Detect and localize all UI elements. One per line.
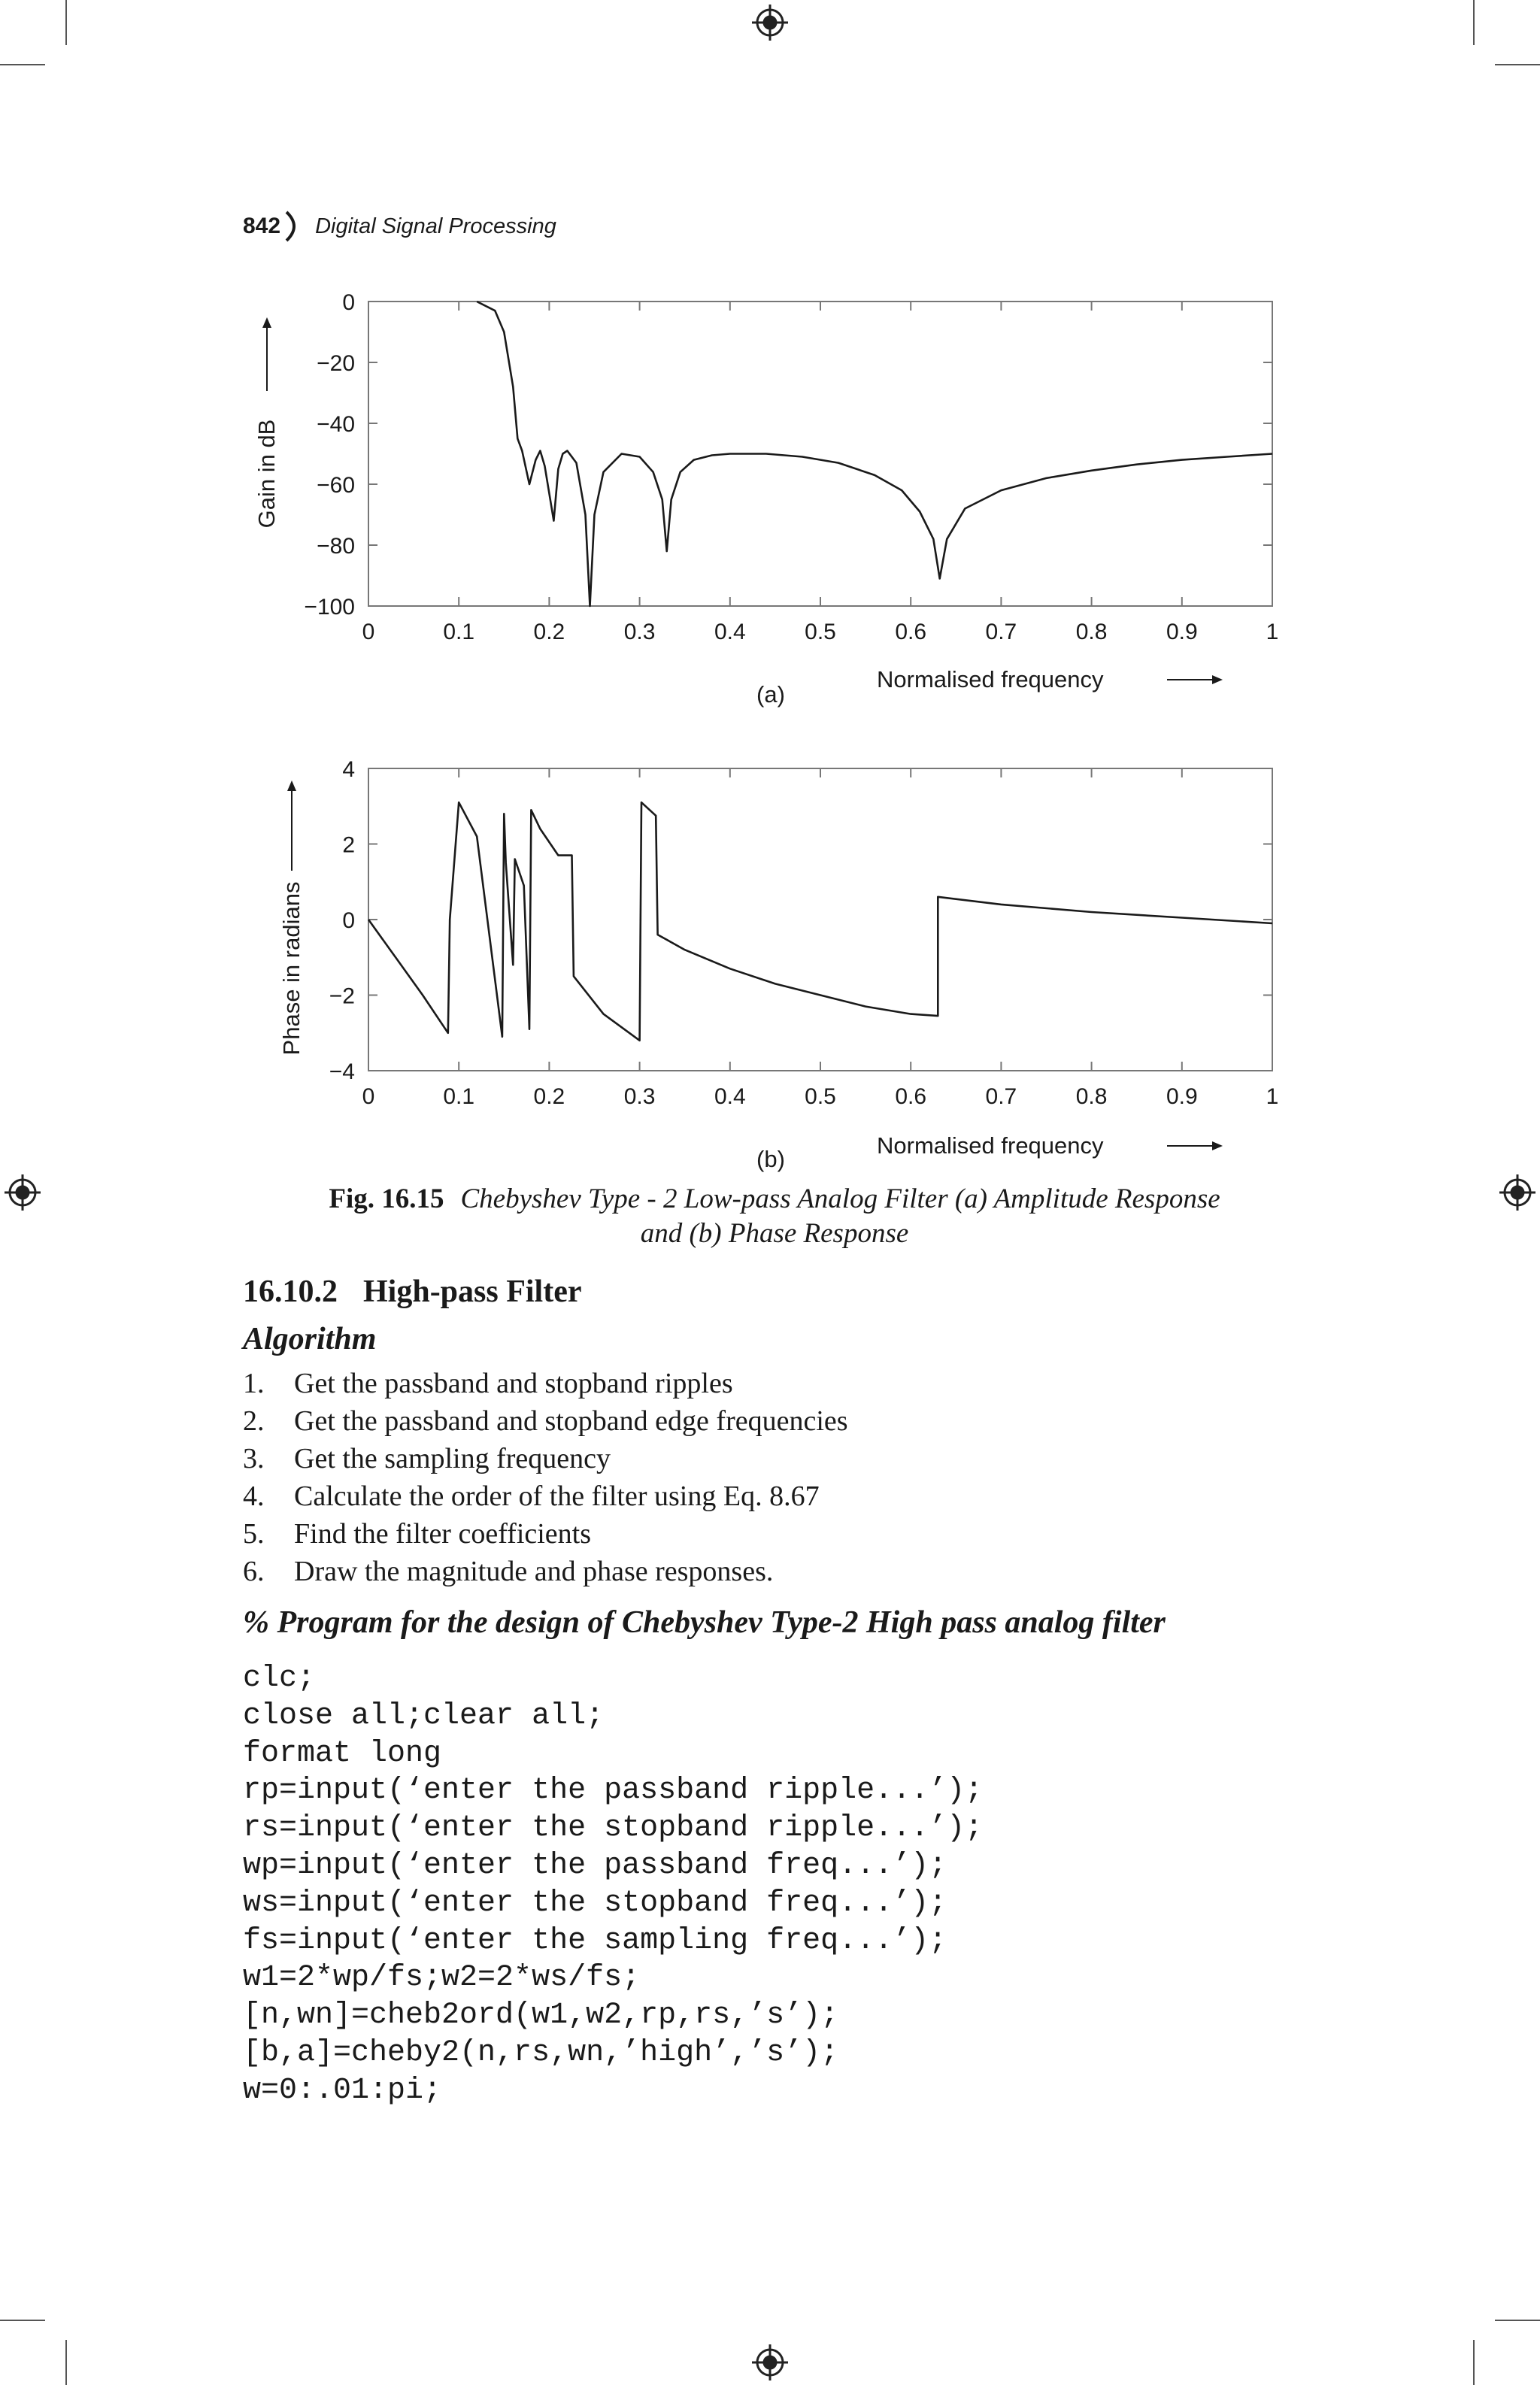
x-tick-label: 0.4	[714, 620, 746, 644]
code-line: ws=input(‘enter the stopband freq...’);	[243, 1886, 947, 1920]
code-line: close all;clear all;	[243, 1699, 605, 1733]
step-text: Draw the magnitude and phase responses.	[294, 1556, 774, 1587]
x-tick-label: 1	[1266, 1084, 1279, 1109]
y-axis-label: Phase in radians	[278, 881, 305, 1056]
x-tick-label: 0.3	[623, 1084, 656, 1109]
y-tick-label: 0	[342, 908, 355, 933]
step-number: 3.	[243, 1443, 265, 1474]
x-tick-label: 0.1	[443, 620, 475, 644]
step-number: 5.	[243, 1518, 265, 1550]
x-tick-label: 0.3	[623, 620, 656, 644]
x-tick-label: 0.2	[533, 620, 565, 644]
y-tick-label: −80	[317, 534, 355, 559]
code-line: rp=input(‘enter the passband ripple...’);	[243, 1774, 984, 1808]
y-tick-label: 2	[342, 832, 355, 858]
step-text: Get the passband and stopband ripples	[294, 1368, 733, 1399]
y-tick-label: −20	[317, 351, 355, 376]
step-text: Find the filter coefficients	[294, 1518, 592, 1550]
list-item	[243, 1553, 848, 1590]
x-tick-label: 0.6	[895, 1084, 927, 1109]
panel-label: (b)	[756, 1146, 785, 1172]
x-tick-label: 0.4	[714, 1084, 746, 1109]
section-number: 16.10.2	[243, 1274, 338, 1309]
code-line: [n,wn]=cheb2ord(w1,w2,rp,rs,’s’);	[243, 1999, 839, 2033]
x-axis-label: Normalised frequency	[877, 1132, 1104, 1159]
x-axis-label: Normalised frequency	[877, 666, 1104, 692]
panel-label: (a)	[756, 681, 785, 708]
section-title: High-pass Filter	[363, 1274, 582, 1309]
section-heading	[243, 1274, 582, 1310]
x-tick-label: 0.7	[985, 620, 1017, 644]
y-tick-label: −40	[317, 412, 355, 437]
y-tick-label: −100	[304, 595, 355, 620]
list-item	[243, 1365, 848, 1402]
x-tick-label: 0	[362, 620, 375, 644]
y-tick-label: −2	[329, 983, 355, 1009]
code-line: rs=input(‘enter the stopband ripple...’);	[243, 1811, 984, 1846]
x-tick-label: 0.5	[805, 1084, 836, 1109]
y-tick-label: 0	[342, 290, 355, 315]
code-line: [b,a]=cheby2(n,rs,wn,’high’,’s’);	[243, 2035, 839, 2070]
x-tick-label: 0.6	[895, 620, 927, 644]
x-tick-label: 0.8	[1075, 1084, 1108, 1109]
y-tick-label: 4	[342, 757, 355, 782]
code-line: format long	[243, 1736, 442, 1771]
list-item	[243, 1440, 848, 1477]
y-axis-arrowhead-icon	[287, 780, 296, 791]
figure-caption	[256, 1182, 1293, 1251]
code-line: fs=input(‘enter the sampling freq...’);	[243, 1923, 947, 1958]
x-axis-arrowhead-icon	[1212, 1141, 1223, 1150]
code-listing	[243, 1660, 983, 2110]
list-item	[243, 1402, 848, 1440]
step-text: Get the sampling frequency	[294, 1443, 611, 1474]
x-tick-label: 1	[1266, 620, 1279, 644]
series-line	[368, 802, 1272, 1041]
x-tick-label: 0	[362, 1084, 375, 1109]
x-tick-label: 0.2	[533, 1084, 565, 1109]
x-tick-label: 0.7	[985, 1084, 1017, 1109]
step-number: 1.	[243, 1368, 265, 1399]
y-tick-label: −60	[317, 473, 355, 498]
caption-line-2: and (b) Phase Response	[640, 1218, 909, 1249]
y-tick-label: −4	[329, 1059, 355, 1084]
page-number: 842	[243, 214, 281, 238]
code-line: w=0:.01:pi;	[243, 2073, 442, 2108]
x-tick-label: 0.1	[443, 1084, 475, 1109]
step-text: Get the passband and stopband edge frequencies	[294, 1405, 848, 1437]
list-item	[243, 1477, 848, 1515]
x-tick-label: 0.8	[1075, 620, 1108, 644]
algorithm-heading: Algorithm	[243, 1322, 377, 1356]
program-heading: % Program for the design of Chebyshev Type-2 High pass analog filter	[243, 1605, 1166, 1640]
caption-line-1: Chebyshev Type - 2 Low-pass Analog Filter (a) Amplitude Response	[460, 1183, 1220, 1214]
code-line: wp=input(‘enter the passband freq...’);	[243, 1848, 947, 1883]
algorithm-steps	[243, 1365, 848, 1590]
step-text: Calculate the order of the filter using Eq. 8.67	[294, 1480, 820, 1512]
y-axis-label: Gain in dB	[253, 419, 280, 529]
figure-number: Fig. 16.15	[329, 1183, 444, 1214]
step-number: 6.	[243, 1556, 265, 1587]
code-line: clc;	[243, 1662, 316, 1696]
running-title: Digital Signal Processing	[315, 214, 556, 238]
x-tick-label: 0.9	[1166, 620, 1198, 644]
code-line: w1=2*wp/fs;w2=2*ws/fs;	[243, 1961, 641, 1996]
x-tick-label: 0.5	[805, 620, 836, 644]
x-tick-label: 0.9	[1166, 1084, 1198, 1109]
step-number: 2.	[243, 1405, 265, 1437]
list-item	[243, 1515, 848, 1553]
step-number: 4.	[243, 1480, 265, 1512]
